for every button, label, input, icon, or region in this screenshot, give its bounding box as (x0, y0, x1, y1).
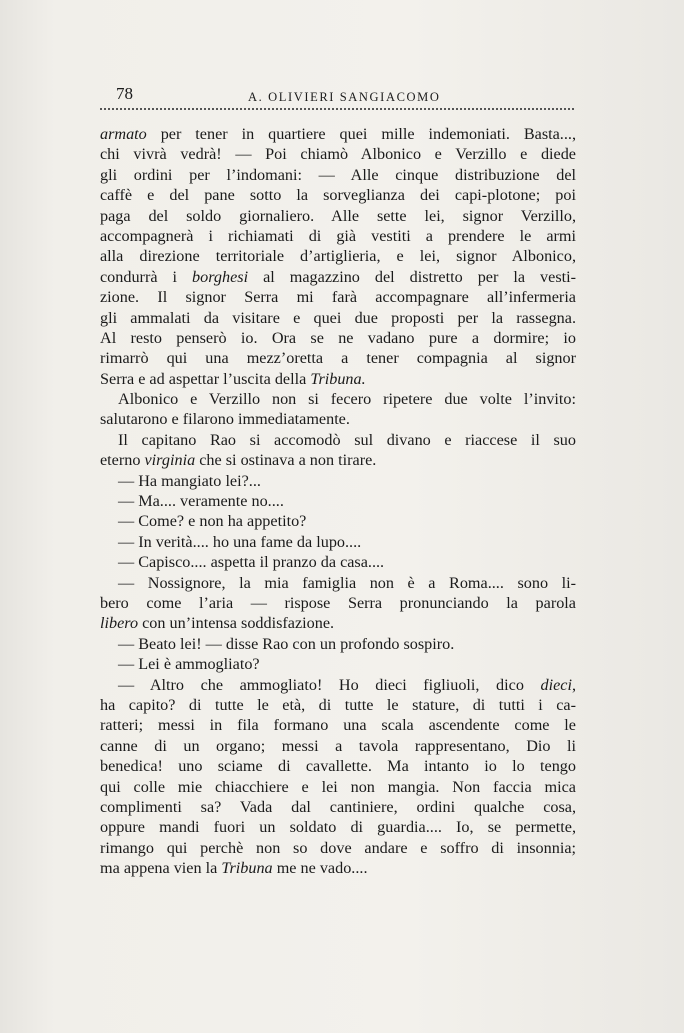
text-run: caffè e del pane sotto la sorveglianza dei capi-plotone; poi (100, 186, 576, 205)
text-run: rimarrò qui una mezz’oretta a tener compagnia al signor (100, 349, 576, 368)
text-run: alla direzione territoriale d’artiglieria, e lei, signor Albonico, (100, 247, 576, 266)
text-line (100, 409, 576, 429)
text-run: complimenti sa? Vada dal cantiniere, ordini qualche cosa, (100, 797, 576, 816)
italic-text: libero (100, 614, 139, 633)
text-line (100, 777, 576, 797)
text-run: me ne vado.... (272, 859, 368, 878)
text-run: Al resto penserò io. Ora se ne vadano pure a dormire; io (100, 328, 576, 347)
text-run: rimango qui perchè non so dove andare e soffro di insonnia; (100, 838, 576, 857)
text-line (100, 532, 576, 552)
italic-text: armato (100, 125, 147, 143)
text-line (100, 185, 576, 205)
text-line (100, 124, 576, 144)
italic-text: Tribuna (221, 859, 273, 878)
text-line (100, 573, 576, 593)
text-line (100, 308, 576, 328)
italic-text: virginia (144, 451, 196, 470)
text-line (100, 267, 576, 287)
text-line (100, 246, 576, 266)
text-run: al magazzino del distretto per la vesti- (248, 267, 577, 286)
text-run: , (571, 675, 576, 694)
text-run: benedica! uno sciame di cavallette. Ma intanto io lo tengo (100, 757, 576, 776)
running-head: A. OLIVIERI SANGIACOMO (248, 90, 441, 104)
text-run: — Altro che ammogliato! Ho dieci figliuoli, dico (118, 675, 541, 694)
text-run: ha capito? di tutte le età, di tutte le stature, di tutti i ca- (100, 695, 576, 714)
text-run: chi vivrà vedrà! — Poi chiamò Albonico e Verzillo e diede (100, 145, 576, 164)
text-line (100, 634, 576, 654)
text-run: Serra e ad aspettar l’uscita della (100, 369, 311, 388)
text-line (100, 348, 576, 368)
text-run: canne di un organo; messi a tavola rappresentano, Dio li (100, 736, 576, 755)
text-line (100, 858, 576, 878)
text-run: — In verità.... ho una fame da lupo.... (118, 532, 362, 551)
text-line (100, 675, 576, 695)
text-line (100, 328, 576, 348)
text-run: — Nossignore, la mia famiglia non è a Roma.... sono li- (118, 573, 576, 592)
text-line (100, 226, 576, 246)
text-run: accompagnerà i richiamati di già vestiti a prendere le armi (100, 226, 576, 245)
text-run: ratteri; messi in fila formano una scala ascendente come le (100, 716, 576, 735)
text-line (100, 715, 576, 735)
text-run: eterno (100, 451, 145, 470)
italic-text: Tribuna. (310, 369, 366, 388)
text-line (100, 838, 576, 858)
text-line (100, 756, 576, 776)
text-line (100, 817, 576, 837)
text-line (100, 369, 576, 389)
page-number: 78 (116, 84, 133, 103)
text-line (100, 797, 576, 817)
text-line (100, 287, 576, 307)
text-run: salutarono e filarono immediatamente. (100, 410, 350, 429)
text-run: Il capitano Rao si accomodò sul divano e riaccese il suo (118, 430, 576, 449)
body-text (100, 124, 576, 878)
text-run: gli ammalati da visitare e quei due proposti per la rassegna. (100, 308, 576, 327)
text-run: Albonico e Verzillo non si fecero ripetere due volte l’invito: (118, 390, 576, 409)
text-line (100, 511, 576, 531)
text-run: condurrà i (100, 267, 193, 286)
text-run: — Beato lei! — disse Rao con un profondo sospiro. (118, 634, 455, 653)
text-line (100, 613, 576, 633)
text-run: per tener in quartiere quei mille indemoniati. Basta..., (146, 125, 576, 143)
text-run: oppure mandi fuori un soldato di guardia.... Io, se permette, (100, 818, 576, 837)
text-line (100, 471, 576, 491)
text-run: zione. Il signor Serra mi farà accompagnare all’infermeria (100, 288, 576, 307)
text-line (100, 144, 576, 164)
text-line (100, 654, 576, 674)
page-header (100, 84, 574, 110)
text-line (100, 165, 576, 185)
text-line (100, 736, 576, 756)
italic-text: dieci (540, 675, 572, 694)
text-line (100, 593, 576, 613)
text-run: paga del soldo giornaliero. Alle sette lei, signor Verzillo, (100, 206, 576, 225)
text-run: ma appena vien la (100, 859, 222, 878)
text-run: — Ma.... veramente no.... (118, 492, 284, 511)
text-run: bero come l’aria — rispose Serra pronunciando la parola (100, 593, 576, 612)
text-run: con un’intensa soddisfazione. (138, 614, 335, 633)
text-run: gli ordini per l’indomani: — Alle cinque distribuzione del (100, 165, 576, 184)
text-run: — Ha mangiato lei?... (118, 471, 261, 490)
text-run: che si ostinava a non tirare. (195, 451, 377, 470)
italic-text: borghesi (192, 267, 249, 286)
text-run: — Come? e non ha appetito? (118, 512, 307, 531)
text-run: qui colle mie chiacchiere e lei non mangia. Non faccia mica (100, 777, 576, 796)
text-line (100, 389, 576, 409)
text-line (100, 450, 576, 470)
text-line (100, 206, 576, 226)
header-rule (100, 108, 574, 110)
text-line (100, 491, 576, 511)
text-run: — Capisco.... aspetta il pranzo da casa.... (118, 553, 385, 572)
text-run: — Lei è ammogliato? (118, 655, 260, 674)
text-line (100, 552, 576, 572)
text-line (100, 430, 576, 450)
text-line (100, 695, 576, 715)
